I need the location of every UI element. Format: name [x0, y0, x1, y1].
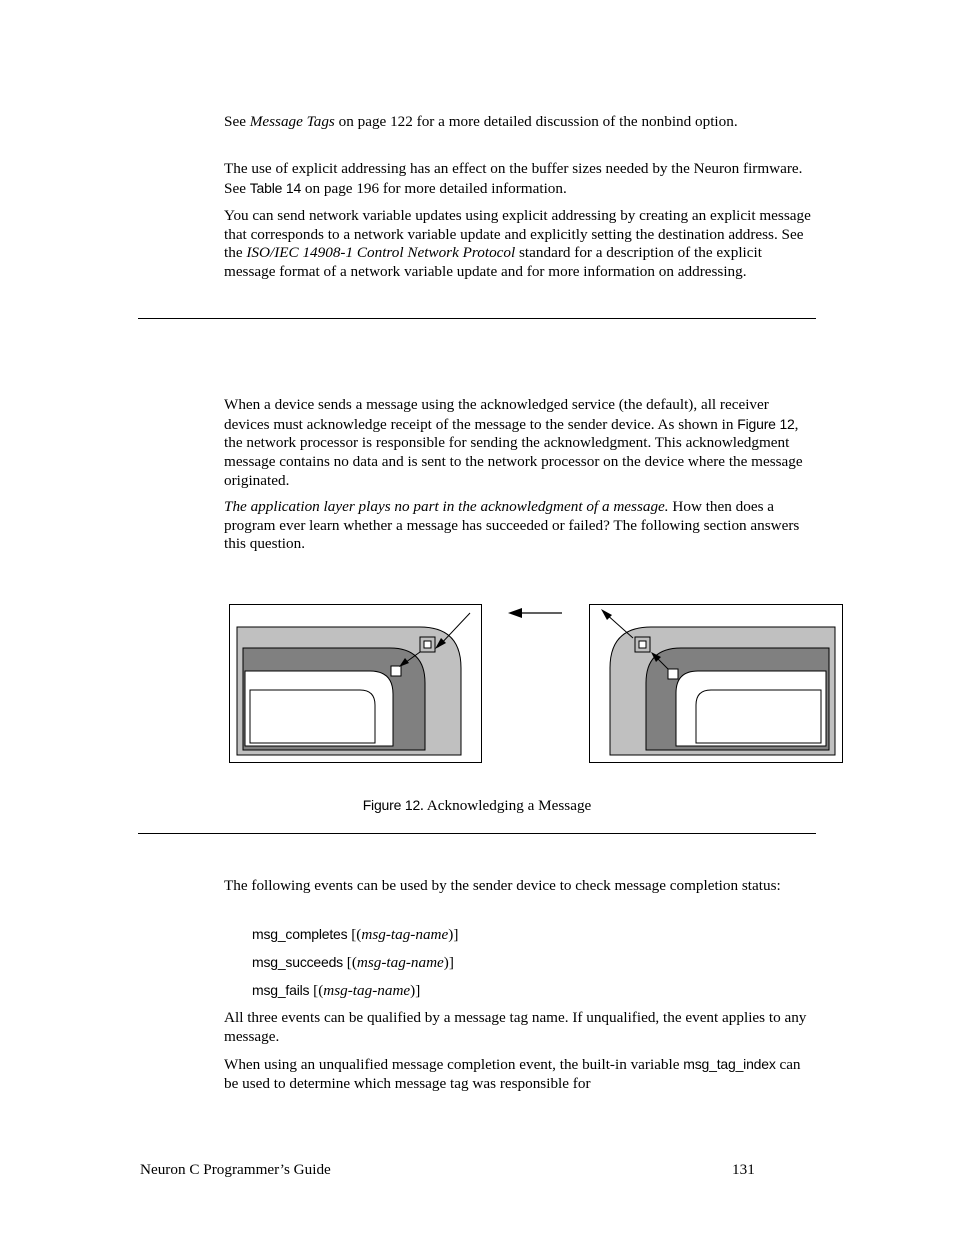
sender-device-diagram	[229, 604, 482, 763]
footer-title: Neuron C Programmer’s Guide	[140, 1161, 331, 1178]
receiver-device-drawing	[590, 605, 842, 762]
figure-label: Figure 12	[362, 797, 421, 813]
ack-direction-arrow	[506, 606, 564, 620]
paragraph-unqualified-event: When using an unqualified message completion event, the built-in variable msg_tag_index can be used to determine which message tag was responsible for	[224, 1056, 801, 1092]
page-number: 131	[732, 1161, 755, 1178]
event-msg-completes: msg_completes [(msg-tag-name)]	[252, 926, 459, 943]
receiver-device-diagram	[589, 604, 843, 763]
paragraph-explicit-addressing: You can send network variable updates using explicit addressing by creating an explicit message that corresponds to a network variable update and explicitly setting the destination address. See the ISO/IEC 14908-1 Control Network Protocol standard for a description of the explicit message format of a network variable update and for more information on addressing.	[224, 207, 811, 281]
section-divider-2	[138, 833, 816, 834]
event-msg-succeeds: msg_succeeds [(msg-tag-name)]	[252, 954, 454, 971]
msg-tag-index-code: msg_tag_index	[683, 1056, 776, 1072]
table-14-link[interactable]: Table 14	[249, 179, 302, 196]
figure-caption: Figure 12. Acknowledging a Message	[362, 797, 592, 814]
section-divider	[138, 318, 816, 319]
event-msg-fails: msg_fails [(msg-tag-name)]	[252, 982, 421, 999]
paragraph-buffer-sizes: The use of explicit addressing has an effect on the buffer sizes needed by the Neuron firmware. See Table 14 on page 196 for more detailed information.	[224, 160, 803, 197]
sender-device-drawing	[230, 605, 481, 762]
paragraph-application-layer: The application layer plays no part in the acknowledgment of a message. How then does a program ever learn whether a message has succeeded or failed? The following section answers this question.	[224, 498, 800, 553]
paragraph-qualified-events: All three events can be qualified by a message tag name. If unqualified, the event applies to any message.	[224, 1009, 807, 1045]
paragraph-acknowledged-service: When a device sends a message using the acknowledged service (the default), all receiver devices must acknowledge receipt of the message to the sender device. As shown in Figure 12, the network processor is responsible for sending the acknowledgment. This acknowledgment message contains no data and is sent to the network processor on the device where the message originated.	[224, 396, 803, 489]
paragraph-message-tags-ref: See Message Tags on page 122 for a more detailed discussion of the nonbind option.	[224, 113, 738, 130]
paragraph-events-intro: The following events can be used by the sender device to check message completion status:	[224, 877, 781, 894]
figure-12-link[interactable]: Figure 12	[737, 415, 795, 432]
